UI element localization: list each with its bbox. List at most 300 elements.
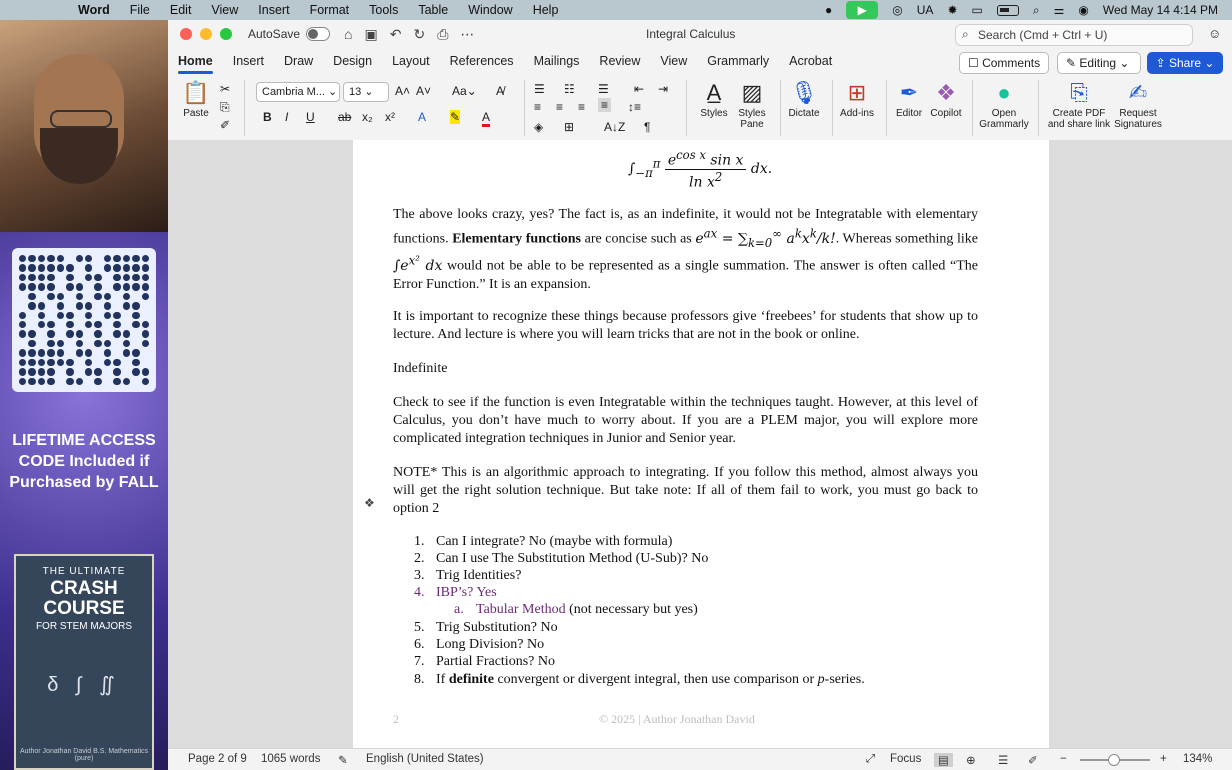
list-item bbox=[414, 620, 558, 636]
styles-pane-icon: ▨ bbox=[741, 80, 763, 105]
focus-icon[interactable]: ⤢ bbox=[866, 753, 876, 765]
microphone-icon: 🎙 bbox=[790, 80, 818, 105]
editor-pen-icon: ✒ bbox=[899, 80, 919, 105]
clipboard-icon: 📋 bbox=[182, 80, 210, 105]
qr-module bbox=[57, 340, 64, 347]
close-icon[interactable] bbox=[180, 28, 192, 40]
search-placeholder: Search (Cmd + Ctrl + U) bbox=[978, 28, 1108, 42]
decrease-indent-icon[interactable]: ⇤ bbox=[634, 82, 645, 96]
qr-module bbox=[142, 274, 149, 281]
qr-module bbox=[19, 264, 26, 271]
create-pdf-button[interactable] bbox=[1046, 80, 1112, 130]
account-icon[interactable]: ☺ bbox=[1208, 26, 1222, 41]
copilot-button[interactable] bbox=[926, 80, 966, 119]
qr-module bbox=[57, 264, 64, 271]
styles-icon: A̲ bbox=[706, 80, 722, 105]
qr-module bbox=[47, 359, 54, 366]
record-icon[interactable]: ● bbox=[825, 3, 833, 17]
qr-module bbox=[85, 340, 92, 347]
qr-module bbox=[113, 321, 120, 328]
menu-format[interactable]: Format bbox=[309, 3, 350, 17]
paste-button[interactable] bbox=[176, 80, 216, 119]
qr-module bbox=[47, 321, 54, 328]
p1-text-c: . Whereas something like bbox=[835, 231, 979, 247]
qr-module bbox=[132, 349, 139, 356]
math-symbols-icon: δ ∫ ∬ bbox=[47, 674, 121, 696]
qr-module bbox=[76, 330, 83, 337]
increase-indent-icon[interactable]: ⇥ bbox=[658, 82, 669, 96]
qr-module bbox=[85, 293, 92, 300]
list-text: Trig Identities? bbox=[436, 568, 522, 583]
open-grammarly-button[interactable] bbox=[976, 80, 1032, 130]
qr-module bbox=[142, 255, 149, 262]
superscript-icon[interactable]: x² bbox=[385, 110, 395, 124]
list-number: 3. bbox=[414, 568, 425, 583]
share-label: Share bbox=[1168, 56, 1202, 70]
qr-module bbox=[113, 359, 120, 366]
qr-module bbox=[57, 274, 64, 281]
screen-share-icon[interactable]: ◎ bbox=[892, 3, 903, 17]
list-text: Partial Fractions? No bbox=[436, 654, 555, 669]
font-size-select[interactable]: 13 ⌄ bbox=[343, 82, 389, 102]
qr-module bbox=[104, 368, 111, 375]
qr-module bbox=[104, 349, 111, 356]
webcam-glasses bbox=[50, 110, 112, 128]
copilot-icon: ❖ bbox=[936, 80, 956, 105]
redo-icon[interactable]: ↻ bbox=[413, 25, 426, 42]
qr-module bbox=[123, 283, 130, 290]
document-title[interactable]: Integral Calculus bbox=[646, 27, 736, 41]
highlight-icon[interactable]: ✎ bbox=[450, 110, 461, 124]
divider bbox=[524, 80, 525, 136]
tab-grammarly[interactable]: Grammarly bbox=[707, 54, 770, 68]
search-icon[interactable]: ⌕ bbox=[1032, 2, 1040, 17]
comments-button[interactable]: ☐ Comments bbox=[959, 52, 1049, 74]
clock[interactable]: Wed May 14 4:14 PM bbox=[1102, 3, 1218, 17]
document-area bbox=[168, 140, 1232, 750]
request-signatures-button[interactable] bbox=[1112, 80, 1164, 130]
qr-module bbox=[38, 349, 45, 356]
list-number: 8. bbox=[414, 672, 425, 687]
qr-module bbox=[76, 293, 83, 300]
search-icon: ⌕ bbox=[962, 27, 969, 41]
qr-module bbox=[47, 274, 54, 281]
align-center-icon[interactable]: ≡ bbox=[556, 100, 564, 114]
italic-icon[interactable]: I bbox=[285, 110, 289, 124]
qr-module bbox=[113, 302, 120, 309]
page-count[interactable]: Page 2 of 9 bbox=[188, 753, 247, 765]
qr-module bbox=[132, 368, 139, 375]
cut-icon[interactable]: ✂ bbox=[220, 82, 231, 96]
list-item bbox=[414, 585, 497, 601]
copilot-margin-icon[interactable]: ❖ bbox=[364, 496, 375, 510]
zoom-in-icon[interactable]: + bbox=[1160, 753, 1167, 765]
qr-module bbox=[123, 368, 130, 375]
qr-module bbox=[132, 293, 139, 300]
tab-insert[interactable]: Insert bbox=[232, 54, 264, 68]
integral-equation: $\int_{-\pi}^\pi$ $\frac{e^{cos x} \sin x}{\ln x^2}$ dx. bbox=[628, 148, 773, 191]
menu-file[interactable]: File bbox=[129, 3, 150, 17]
qr-module bbox=[85, 283, 92, 290]
qr-module bbox=[104, 312, 111, 319]
editing-button[interactable]: ✎ Editing ⌄ bbox=[1057, 52, 1141, 74]
qr-module bbox=[57, 330, 64, 337]
zoom-out-icon[interactable]: − bbox=[1060, 753, 1067, 765]
underline-icon[interactable]: U bbox=[306, 110, 315, 124]
menu-view[interactable]: View bbox=[211, 3, 239, 17]
qr-module bbox=[94, 264, 101, 271]
qr-module bbox=[57, 255, 64, 262]
more-icon[interactable]: ⋯ bbox=[460, 25, 475, 42]
p1-text-d: would not be able to be represented as a single summation. The answer is often called “The Error Function.” It is an expansion. bbox=[393, 259, 978, 293]
size-value: 13 bbox=[349, 86, 362, 98]
qr-module bbox=[28, 368, 35, 375]
qr-module bbox=[142, 264, 149, 271]
document-page[interactable] bbox=[353, 140, 1049, 750]
qr-module bbox=[113, 349, 120, 356]
list-item bbox=[414, 637, 544, 653]
tab-mailings[interactable]: Mailings bbox=[533, 54, 580, 68]
qr-module bbox=[38, 340, 45, 347]
list-number: 5. bbox=[414, 620, 425, 635]
book-title: CRASH COURSE bbox=[43, 578, 125, 619]
facetime-icon[interactable]: ▶ bbox=[846, 1, 878, 19]
battery-icon[interactable] bbox=[997, 5, 1019, 16]
autosave-toggle[interactable] bbox=[306, 27, 330, 41]
dictate-label: Dictate bbox=[788, 108, 820, 119]
qr-module bbox=[47, 330, 54, 337]
book-cover bbox=[14, 554, 154, 770]
qr-module bbox=[57, 283, 64, 290]
list-number: a. bbox=[454, 602, 464, 617]
qr-module bbox=[123, 293, 130, 300]
list-item bbox=[414, 654, 555, 670]
qr-module bbox=[38, 359, 45, 366]
qr-module bbox=[19, 330, 26, 337]
list-number: 6. bbox=[414, 637, 425, 652]
list-number: 7. bbox=[414, 654, 425, 669]
menu-app-word[interactable]: Word bbox=[78, 3, 110, 17]
overlay-panel bbox=[0, 20, 168, 770]
styles-pane-button[interactable] bbox=[732, 80, 772, 130]
outline-icon[interactable]: ☰ bbox=[998, 755, 1009, 767]
styles-button[interactable] bbox=[694, 80, 734, 119]
divider bbox=[1038, 80, 1039, 136]
qr-module bbox=[132, 264, 139, 271]
qr-module bbox=[94, 359, 101, 366]
save-icon[interactable]: ▣ bbox=[364, 25, 378, 42]
qr-module bbox=[132, 302, 139, 309]
word-count[interactable]: 1065 words bbox=[261, 753, 321, 765]
sort-icon[interactable]: A↓Z bbox=[604, 120, 626, 134]
qr-module bbox=[28, 255, 35, 262]
book-subtitle: FOR STEM MAJORS bbox=[35, 621, 133, 632]
qr-module bbox=[66, 312, 73, 319]
proofing-icon[interactable]: ✎ bbox=[338, 755, 348, 767]
qr-module bbox=[132, 340, 139, 347]
editing-label: Editing bbox=[1079, 56, 1117, 70]
qr-module bbox=[66, 302, 73, 309]
justify-icon[interactable]: ≡ bbox=[598, 98, 611, 112]
qr-module bbox=[47, 293, 54, 300]
macos-menubar bbox=[0, 0, 1232, 20]
draft-icon[interactable]: ✐ bbox=[1028, 755, 1038, 767]
copilot-label: Copilot bbox=[930, 108, 962, 119]
qr-module bbox=[76, 302, 83, 309]
minimize-icon[interactable] bbox=[200, 28, 212, 40]
qr-module bbox=[142, 359, 149, 366]
shrink-font-icon[interactable]: A˅ bbox=[416, 84, 432, 98]
footer-copyright: © 2025 | Author Jonathan David bbox=[599, 712, 755, 726]
qr-module bbox=[66, 293, 73, 300]
divider bbox=[780, 80, 781, 136]
qr-module bbox=[76, 312, 83, 319]
qr-module bbox=[76, 368, 83, 375]
print-icon[interactable]: ⎙ bbox=[437, 25, 449, 42]
editor-button[interactable] bbox=[890, 80, 928, 119]
qr-module bbox=[94, 293, 101, 300]
dictate-button[interactable] bbox=[784, 80, 824, 119]
qr-module bbox=[38, 274, 45, 281]
webcam-beard bbox=[40, 128, 118, 184]
divider bbox=[832, 80, 833, 136]
qr-module bbox=[142, 349, 149, 356]
qr-module bbox=[66, 321, 73, 328]
qr-module bbox=[123, 378, 130, 385]
list-text: Trig Substitution? No bbox=[436, 620, 558, 635]
qr-module bbox=[57, 349, 64, 356]
font-family-select[interactable]: Cambria M... ⌄ bbox=[256, 82, 340, 102]
qr-module bbox=[123, 274, 130, 281]
menu-window[interactable]: Window bbox=[468, 3, 513, 17]
qr-module bbox=[19, 340, 26, 347]
qr-module bbox=[66, 359, 73, 366]
qr-module bbox=[85, 378, 92, 385]
divider bbox=[972, 80, 973, 136]
qr-module bbox=[132, 321, 139, 328]
qr-module bbox=[47, 340, 54, 347]
list-item bbox=[414, 568, 521, 584]
qr-module bbox=[19, 349, 26, 356]
bullets-icon[interactable]: ☰ bbox=[534, 82, 545, 96]
menu-table[interactable]: Table bbox=[418, 3, 449, 17]
zoom-level[interactable]: 134% bbox=[1183, 753, 1213, 765]
text-effects-icon[interactable]: A bbox=[418, 110, 427, 124]
qr-module bbox=[66, 368, 73, 375]
shading-icon[interactable]: ◈ bbox=[534, 120, 544, 134]
qr-module bbox=[104, 283, 111, 290]
menu-insert[interactable]: Insert bbox=[258, 3, 290, 17]
qr-module bbox=[66, 378, 73, 385]
align-left-icon[interactable]: ≡ bbox=[534, 100, 542, 114]
status-bar bbox=[168, 748, 1232, 770]
format-painter-icon[interactable]: ✐ bbox=[220, 118, 231, 132]
qr-module bbox=[113, 283, 120, 290]
home-icon[interactable]: ⌂ bbox=[344, 25, 353, 42]
ribbon-home bbox=[168, 76, 1232, 140]
list-text: Can I integrate? No (maybe with formula) bbox=[436, 534, 673, 549]
qr-module bbox=[47, 302, 54, 309]
numbering-icon[interactable]: ☷ bbox=[564, 82, 575, 96]
qr-module bbox=[28, 330, 35, 337]
line-spacing-icon[interactable]: ↕≡ bbox=[628, 100, 642, 114]
qr-module bbox=[28, 302, 35, 309]
tab-home[interactable]: Home bbox=[178, 48, 213, 74]
qr-module bbox=[123, 340, 130, 347]
qr-module bbox=[66, 330, 73, 337]
quick-access-toolbar bbox=[344, 26, 474, 43]
tab-layout[interactable]: Layout bbox=[392, 54, 430, 68]
qr-module bbox=[57, 302, 64, 309]
strikethrough-icon[interactable]: ab bbox=[338, 110, 352, 124]
grow-font-icon[interactable]: A˄ bbox=[395, 84, 411, 98]
qr-module bbox=[104, 274, 111, 281]
create-pdf-label: Create PDF and share link bbox=[1047, 108, 1111, 130]
qr-module bbox=[66, 340, 73, 347]
request-sig-label: Request Signatures bbox=[1114, 108, 1162, 130]
qr-module bbox=[28, 312, 35, 319]
list-text: IBP’s? Yes bbox=[436, 585, 497, 600]
qr-module bbox=[76, 340, 83, 347]
qr-module bbox=[132, 255, 139, 262]
menu-tools[interactable]: Tools bbox=[369, 3, 399, 17]
qr-module bbox=[123, 349, 130, 356]
qr-module bbox=[94, 255, 101, 262]
control-center-icon[interactable]: ⚌ bbox=[1053, 3, 1065, 17]
qr-module bbox=[47, 349, 54, 356]
font-value: Cambria M... bbox=[262, 86, 325, 98]
borders-icon[interactable]: ⊞ bbox=[564, 120, 575, 134]
heading-indefinite: Indefinite bbox=[393, 361, 448, 376]
qr-module bbox=[19, 293, 26, 300]
gear-icon[interactable]: ✹ bbox=[947, 3, 958, 17]
qr-module bbox=[94, 312, 101, 319]
qr-module bbox=[47, 264, 54, 271]
qr-module bbox=[38, 378, 45, 385]
window-controls bbox=[180, 28, 232, 40]
tab-review[interactable]: Review bbox=[599, 54, 641, 68]
qr-module bbox=[113, 274, 120, 281]
list-item bbox=[414, 534, 672, 550]
input-source[interactable]: UA bbox=[916, 3, 934, 17]
qr-module bbox=[123, 312, 130, 319]
paragraph-lecture: It is important to recognize these things because professors give ‘freebees’ for students that show up to lecture. And lecture is where you will learn tricks that are not in the book or online. bbox=[393, 309, 978, 342]
focus-button[interactable]: Focus bbox=[890, 753, 922, 765]
qr-module bbox=[113, 340, 120, 347]
display-icon[interactable]: ▭ bbox=[971, 3, 983, 17]
change-case-icon[interactable]: Aa⌄ bbox=[452, 84, 477, 98]
footer-page-number: 2 bbox=[393, 712, 399, 726]
list-number: 2. bbox=[414, 551, 425, 566]
qr-module bbox=[94, 274, 101, 281]
menu-edit[interactable]: Edit bbox=[169, 3, 192, 17]
tab-design[interactable]: Design bbox=[333, 54, 373, 68]
qr-module bbox=[28, 283, 35, 290]
menu-help[interactable]: Help bbox=[532, 3, 559, 17]
paragraph-note: NOTE* This is an algorithmic approach to integrating. If you follow this method, almost always you will get the right solution technique. But take note: If all of them fail to work, you must go back to option 2 bbox=[393, 465, 978, 516]
paste-label: Paste bbox=[183, 108, 209, 119]
qr-module bbox=[123, 255, 130, 262]
qr-module bbox=[142, 321, 149, 328]
qr-module bbox=[76, 321, 83, 328]
font-color-icon[interactable]: A bbox=[482, 110, 490, 127]
qr-module bbox=[85, 264, 92, 271]
siri-icon[interactable]: ◉ bbox=[1078, 3, 1089, 17]
qr-module bbox=[132, 378, 139, 385]
qr-module bbox=[28, 264, 35, 271]
qr-module bbox=[104, 340, 111, 347]
qr-module bbox=[85, 349, 92, 356]
qr-module bbox=[94, 340, 101, 347]
qr-module bbox=[132, 330, 139, 337]
addins-button[interactable] bbox=[836, 80, 878, 119]
qr-module bbox=[47, 378, 54, 385]
print-layout-icon[interactable]: ▤ bbox=[934, 753, 953, 767]
qr-module bbox=[38, 302, 45, 309]
qr-module bbox=[142, 293, 149, 300]
bold-icon[interactable]: B bbox=[263, 110, 272, 124]
tab-draw[interactable]: Draw bbox=[284, 54, 314, 68]
language[interactable]: English (United States) bbox=[366, 753, 484, 765]
subscript-icon[interactable]: x₂ bbox=[362, 110, 373, 124]
divider bbox=[686, 80, 687, 136]
exp-series-formula: $e^{ax} = \sum_{k=0}^\infty$ $a^kx^k/k$! bbox=[695, 226, 836, 250]
qr-module bbox=[66, 255, 73, 262]
signature-icon: ✍ bbox=[1128, 80, 1148, 105]
zoom-slider-handle[interactable] bbox=[1108, 754, 1120, 766]
align-right-icon[interactable]: ≡ bbox=[578, 100, 586, 114]
tab-acrobat[interactable]: Acrobat bbox=[789, 54, 833, 68]
editor-label: Editor bbox=[895, 108, 923, 119]
qr-module bbox=[57, 312, 64, 319]
search-input[interactable] bbox=[955, 24, 1193, 46]
qr-module bbox=[123, 359, 130, 366]
qr-module bbox=[123, 330, 130, 337]
qr-module bbox=[104, 255, 111, 262]
list-text: Can I use The Substitution Method (U-Sub)? No bbox=[436, 551, 709, 566]
qr-module bbox=[19, 283, 26, 290]
qr-module bbox=[28, 293, 35, 300]
multilevel-list-icon[interactable]: ☰ bbox=[598, 82, 609, 96]
qr-module bbox=[113, 330, 120, 337]
qr-code bbox=[12, 248, 156, 392]
qr-module bbox=[94, 302, 101, 309]
zoom-icon[interactable] bbox=[220, 28, 232, 40]
undo-icon[interactable]: ↶ bbox=[389, 25, 402, 42]
qr-module bbox=[19, 312, 26, 319]
copy-icon[interactable]: ⎘ bbox=[220, 100, 230, 114]
qr-module bbox=[104, 293, 111, 300]
list-text-italic: p bbox=[817, 672, 825, 687]
p1-text-a: The above looks crazy, yes? The fact is, as an indefinite, it would not be Integratable with elementary functions. bbox=[393, 207, 978, 247]
qr-module bbox=[57, 321, 64, 328]
tab-view[interactable]: View bbox=[660, 54, 688, 68]
qr-module bbox=[19, 378, 26, 385]
qr-module bbox=[38, 264, 45, 271]
paragraph-marks-icon[interactable]: ¶ bbox=[644, 120, 651, 134]
qr-module bbox=[85, 330, 92, 337]
gaussian-integral-formula: $\int e^{x^2}$ dx bbox=[393, 253, 443, 275]
share-button[interactable]: ⇪ Share ⌄ bbox=[1147, 52, 1223, 74]
clear-format-icon[interactable]: A̸ bbox=[496, 84, 505, 98]
qr-module bbox=[94, 368, 101, 375]
qr-module bbox=[19, 255, 26, 262]
tab-references[interactable]: References bbox=[449, 54, 514, 68]
list-text: Tabular Method bbox=[476, 602, 566, 617]
qr-module bbox=[85, 312, 92, 319]
web-layout-icon[interactable]: ⊕ bbox=[966, 755, 976, 767]
grammarly-icon: ● bbox=[997, 80, 1011, 105]
